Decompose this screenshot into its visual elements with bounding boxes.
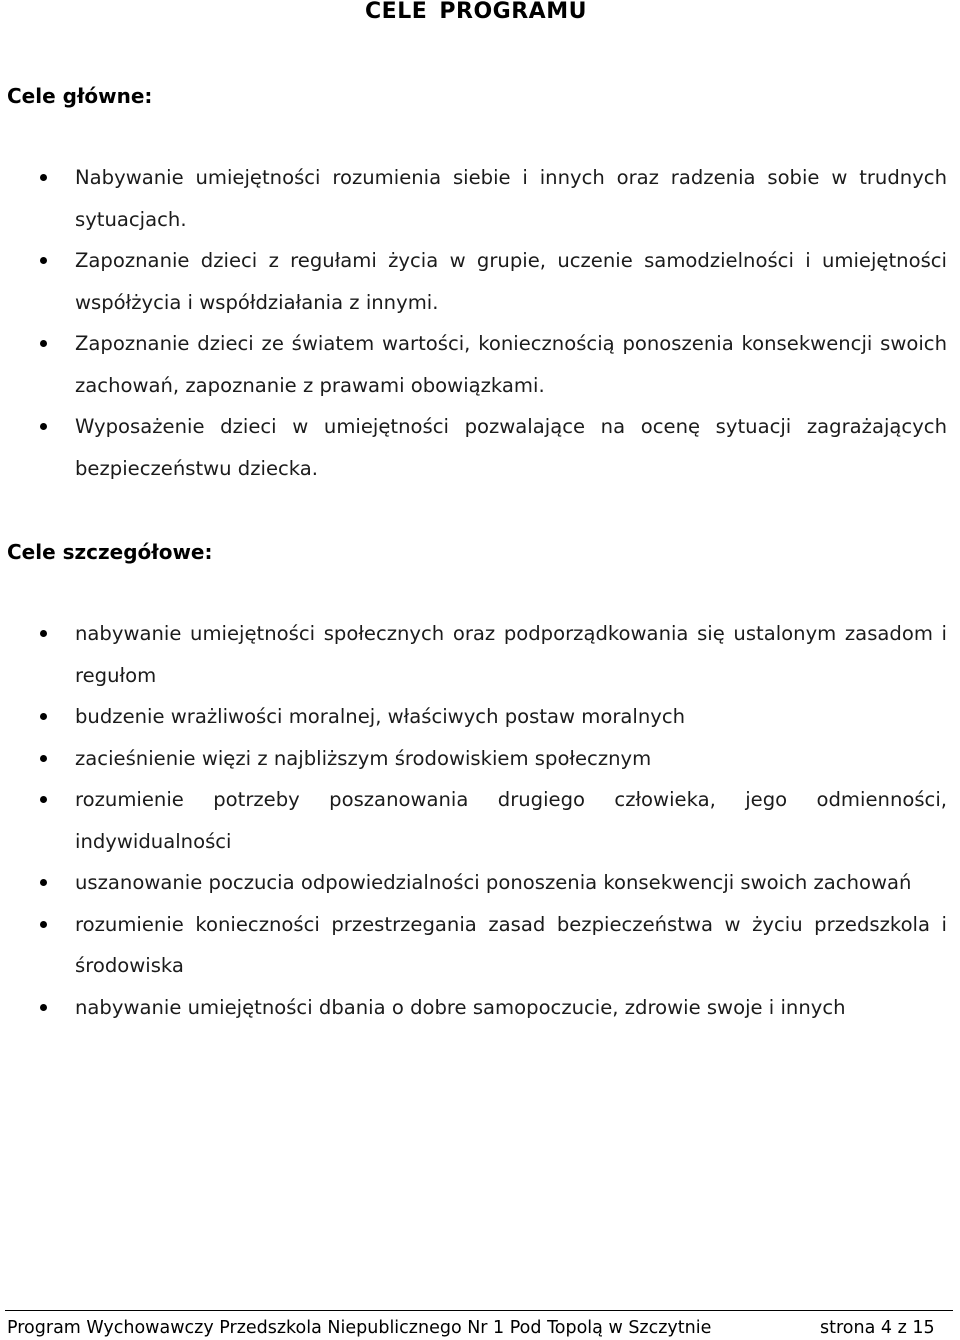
- list-item: [0, 323, 947, 406]
- list-item-text: nabywanie umiejętności dbania o dobre samopoczucie, zdrowie swoje i innych: [75, 995, 846, 1019]
- list-item: [0, 240, 947, 323]
- bullet-icon: [40, 340, 47, 347]
- footer-page-number: strona 4 z 15: [820, 1318, 935, 1338]
- list-item-text: rozumienie potrzeby poszanowania drugiego człowieka, jego odmienności, indywidualności: [75, 788, 947, 853]
- list-item-text: uszanowanie poczucia odpowiedzialności ponoszenia konsekwencji swoich zachowań: [75, 871, 912, 894]
- list-item-text: budzenie wrażliwości moralnej, właściwych postaw moralnych: [75, 705, 686, 728]
- bullet-icon: [40, 921, 47, 928]
- list-item-text: Wyposażenie dzieci w umiejętności pozwalające na ocenę sytuacji zagrażających bezpieczeństwu dziecka.: [75, 415, 947, 480]
- bullet-icon: [40, 174, 47, 181]
- page-title: CELE PROGRAMU: [365, 0, 587, 24]
- bullet-icon: [40, 257, 47, 264]
- list-item-text: Zapoznanie dzieci ze światem wartości, koniecznością ponoszenia konsekwencji swoich zachowań, zapoznanie z prawami obowiązkami.: [75, 332, 947, 397]
- bullet-icon: [40, 796, 47, 803]
- main-goals-heading: Cele główne:: [7, 84, 153, 108]
- list-item-text: nabywanie umiejętności społecznych oraz podporządkowania się ustalonym zasadom i regułom: [75, 622, 947, 687]
- bullet-icon: [40, 423, 47, 430]
- footer-divider: [5, 1310, 953, 1311]
- list-item-text: zacieśnienie więzi z najbliższym środowiskiem społecznym: [75, 746, 652, 770]
- bullet-icon: [40, 755, 47, 762]
- detailed-goals-list: [0, 613, 947, 1028]
- list-item: [0, 862, 947, 904]
- list-item: [0, 406, 947, 489]
- list-item: [0, 738, 947, 780]
- list-item: [0, 987, 947, 1029]
- list-item: [0, 904, 947, 987]
- list-item: [0, 696, 947, 738]
- footer-program-name: Program Wychowawczy Przedszkola Niepublicznego Nr 1 Pod Topolą w Szczytnie: [7, 1318, 712, 1338]
- list-item-text: Zapoznanie dzieci z regułami życia w grupie, uczenie samodzielności i umiejętności współżycia i współdziałania z innymi.: [75, 249, 947, 314]
- list-item-text: Nabywanie umiejętności rozumienia siebie i innych oraz radzenia sobie w trudnych sytuacjach.: [75, 166, 947, 231]
- detailed-goals-heading: Cele szczegółowe:: [7, 540, 213, 564]
- list-item: [0, 157, 947, 240]
- main-goals-list: [0, 157, 947, 489]
- bullet-icon: [40, 630, 47, 637]
- list-item: [0, 613, 947, 696]
- list-item: [0, 779, 947, 862]
- list-item-text: rozumienie konieczności przestrzegania zasad bezpieczeństwa w życiu przedszkola i środowiska: [75, 912, 947, 977]
- bullet-icon: [40, 1004, 47, 1011]
- bullet-icon: [40, 713, 47, 720]
- bullet-icon: [40, 879, 47, 886]
